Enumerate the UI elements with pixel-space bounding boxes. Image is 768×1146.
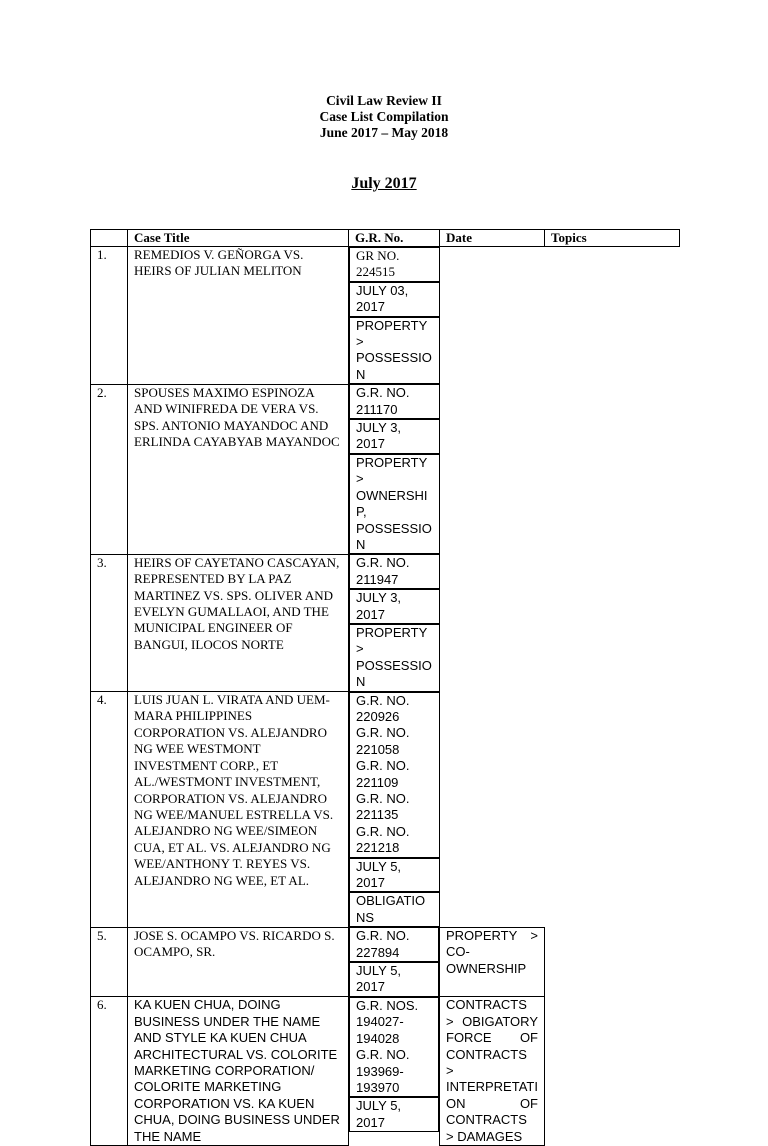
case-title: LUIS JUAN L. VIRATA AND UEM-MARA PHILIPPINES CORPORATION VS. ALEJANDRO NG WEE WESTMONT INVESTMENT CORP., ET AL./WESTMONT INVESTMENT, CORPORATION VS. ALEJANDRO NG WEE/MANUEL ESTRELLA VS. ALEJANDRO NG WEE/SIMEON CUA, ET AL. VS. ALEJANDRO NG WEE/ANTHONY T. REYES VS. ALEJANDRO NG WEE, ET AL. bbox=[128, 692, 349, 928]
case-topics: PROPERTY > CO-OWNERSHIP bbox=[440, 927, 545, 997]
table-row bbox=[91, 692, 680, 928]
row-number: 6. bbox=[91, 997, 128, 1146]
gr-number: GR NO. 224515 bbox=[349, 247, 440, 282]
case-title: JOSE S. OCAMPO VS. RICARDO S. OCAMPO, SR. bbox=[128, 927, 349, 997]
gr-number: G.R. NOS. 194027- 194028 G.R. NO. 193969- 193970 bbox=[349, 997, 439, 1097]
header-gr-no: G.R. No. bbox=[349, 230, 440, 247]
case-date: JULY 5, 2017 bbox=[349, 858, 440, 893]
header-topics: Topics bbox=[545, 230, 680, 247]
case-date: JULY 3, 2017 bbox=[349, 419, 440, 454]
case-topics: PROPERTY> OWNERSHIP, POSSESSION bbox=[349, 454, 440, 554]
case-topics: PROPERTY > POSSESSION bbox=[349, 317, 440, 385]
case-date: JULY 03, 2017 bbox=[349, 282, 440, 317]
gr-number: G.R. NO. 227894 bbox=[349, 927, 439, 962]
row-number: 2. bbox=[91, 384, 128, 554]
case-title: REMEDIOS V. GEÑORGA VS. HEIRS OF JULIAN MELITON bbox=[128, 247, 349, 385]
case-title: KA KUEN CHUA, DOING BUSINESS UNDER THE NAME AND STYLE KA KUEN CHUA ARCHITECTURAL VS. COLORITE MARKETING CORPORATION/ COLORITE MARKETING CORPORATION VS. KA KUEN CHUA, DOING BUSINESS UNDER THE NAME bbox=[128, 997, 349, 1146]
document-title bbox=[0, 93, 768, 141]
title-line-2: Case List Compilation bbox=[319, 109, 449, 124]
header-date: Date bbox=[440, 230, 545, 247]
gr-number: G.R. NO. 211170 bbox=[349, 384, 440, 419]
title-line-3: June 2017 – May 2018 bbox=[319, 125, 449, 140]
row-number: 4. bbox=[91, 692, 128, 928]
case-topics: CONTRACTS > OBIGATORY FORCE OF CONTRACTS > INTERPRETATION OF CONTRACTS > DAMAGES bbox=[440, 997, 545, 1146]
case-title: SPOUSES MAXIMO ESPINOZA AND WINIFREDA DE VERA VS. SPS. ANTONIO MAYANDOC AND ERLINDA CAYABYAB MAYANDOC bbox=[128, 384, 349, 554]
header-case-title: Case Title bbox=[128, 230, 349, 247]
table-row bbox=[91, 384, 680, 554]
row-number: 1. bbox=[91, 247, 128, 385]
case-date: JULY 3, 2017 bbox=[349, 589, 440, 624]
table-row bbox=[91, 554, 680, 691]
table-row bbox=[91, 927, 680, 997]
header-number bbox=[91, 230, 128, 247]
table-row bbox=[91, 247, 680, 385]
case-date: JULY 5, 2017 bbox=[349, 962, 439, 997]
row-number: 3. bbox=[91, 554, 128, 691]
row-number: 5. bbox=[91, 927, 128, 997]
title-line-1: Civil Law Review II bbox=[326, 93, 442, 108]
case-date: JULY 5, 2017 bbox=[349, 1097, 439, 1132]
case-topics: OBLIGATIONS bbox=[349, 892, 440, 927]
case-topics: PROPERTY> POSSESSION bbox=[349, 624, 440, 692]
month-heading: July 2017 bbox=[351, 175, 417, 192]
case-table bbox=[90, 229, 680, 1146]
gr-number: G.R. NO. 220926 G.R. NO. 221058 G.R. NO. 221109 G.R. NO. 221135 G.R. NO. 221218 bbox=[349, 692, 440, 858]
gr-number: G.R. NO. 211947 bbox=[349, 554, 440, 589]
table-header-row bbox=[91, 230, 680, 247]
table-row bbox=[91, 997, 680, 1146]
case-title: HEIRS OF CAYETANO CASCAYAN, REPRESENTED BY LA PAZ MARTINEZ VS. SPS. OLIVER AND EVELYN GUMALLAOI, AND THE MUNICIPAL ENGINEER OF BANGUI, ILOCOS NORTE bbox=[128, 554, 349, 691]
